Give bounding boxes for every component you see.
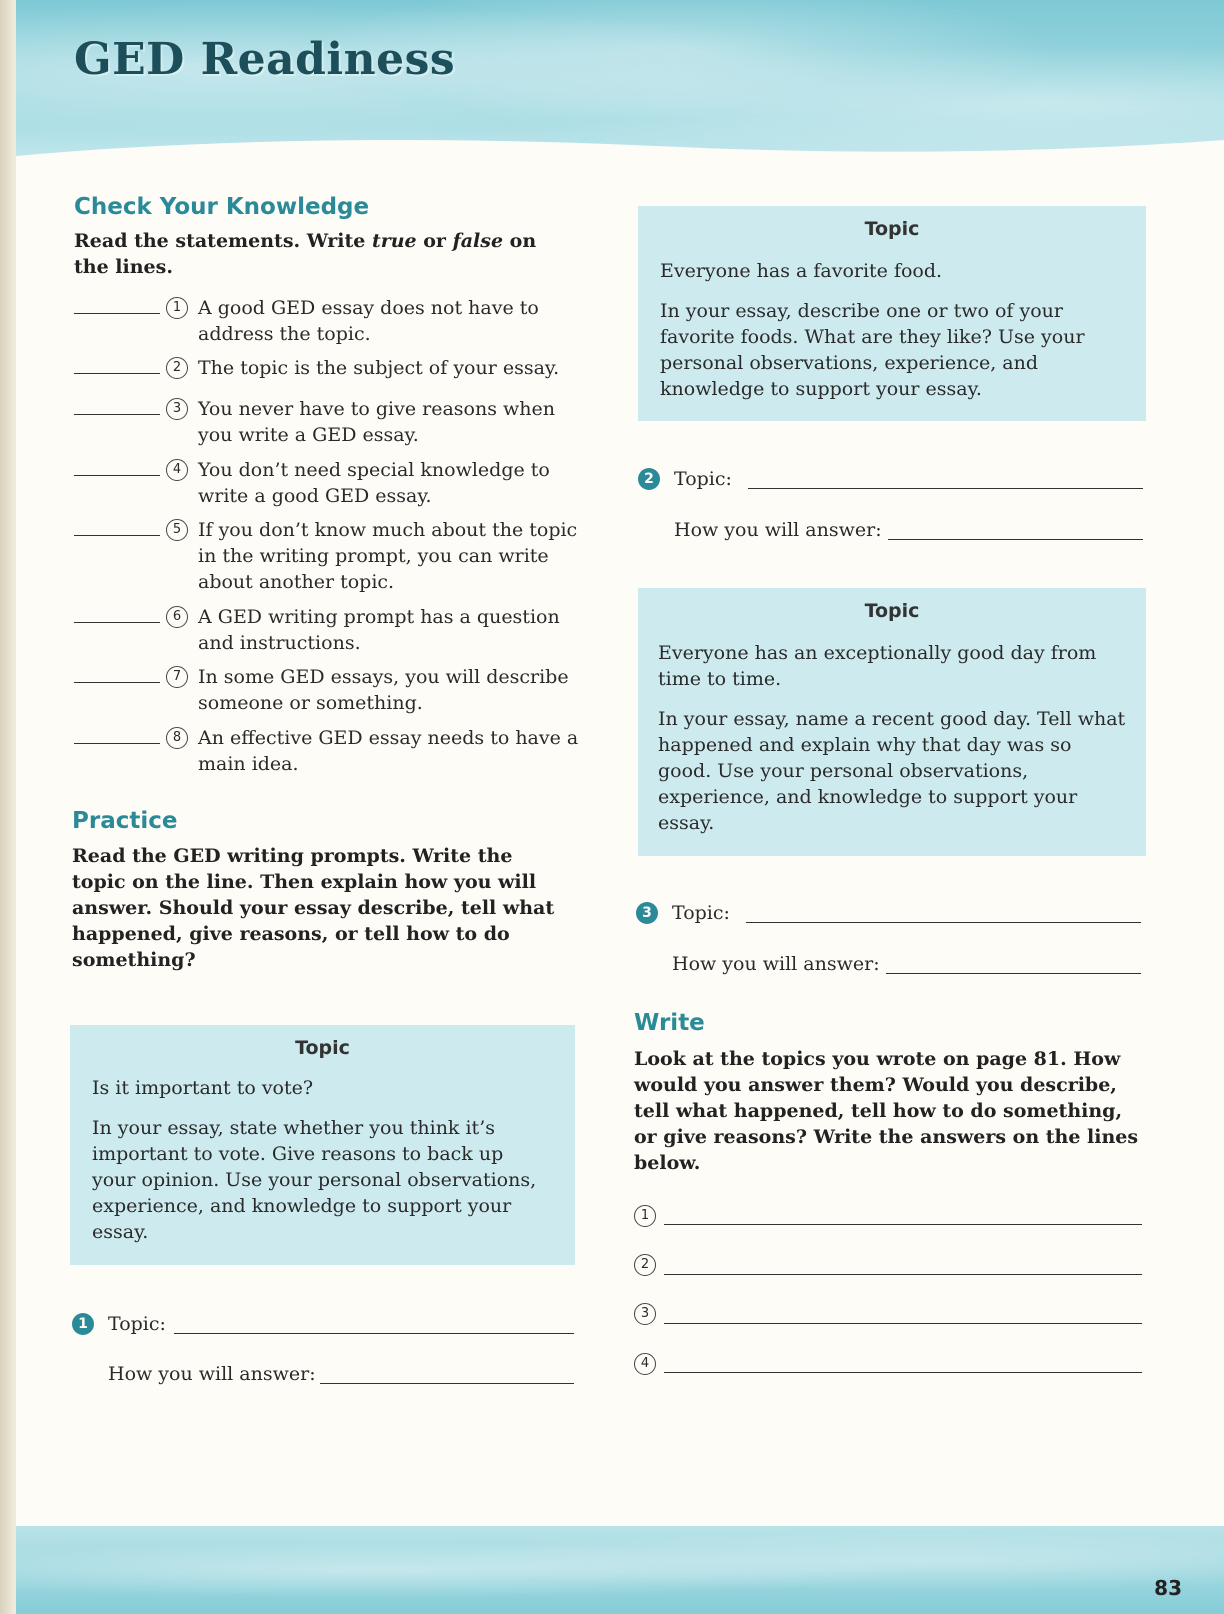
topic-line-2[interactable]: [748, 488, 1143, 489]
prompt-number-3: 3: [636, 902, 658, 924]
topic-box-title: Topic: [864, 218, 920, 240]
statement-number: 1: [166, 297, 188, 319]
practice-heading: Practice: [72, 808, 178, 834]
header-banner: [16, 0, 1224, 172]
prompt-number-1: 1: [72, 1313, 94, 1335]
topic-instructions: In your essay, state whether you think it’s important to vote. Give reasons to back up your opinion. Use your personal observations, experience, and knowledge to support your essay.: [92, 1117, 537, 1243]
topic-label-2: Topic:: [674, 468, 732, 490]
answer-label-2: How you will answer:: [674, 519, 882, 541]
write-line-2[interactable]: [664, 1274, 1142, 1275]
topic-line-3[interactable]: [746, 922, 1141, 923]
statement-number: 7: [166, 666, 188, 688]
topic-label-3: Topic:: [672, 902, 730, 924]
answer-label-1: How you will answer:: [108, 1363, 316, 1385]
statement-text: A good GED essay does not have to address the topic.: [198, 297, 539, 345]
answer-line-1[interactable]: [320, 1383, 574, 1384]
write-line-3[interactable]: [664, 1323, 1142, 1324]
write-instruction: Look at the topics you wrote on page 81. How would you answer them? Would you describe, tell what happened, tell how to do something, or give reasons? Write the answers on the lines below.: [634, 1048, 1139, 1174]
footer-band: [16, 1526, 1224, 1614]
banner-wave: [16, 134, 1224, 174]
topic-instructions: In your essay, name a recent good day. Tell what happened and explain why that day was so good. Use your personal observations, experience, and knowledge to support your essay.: [658, 708, 1126, 834]
answer-blank-4[interactable]: [74, 475, 160, 476]
topic-instructions: In your essay, describe one or two of your favorite foods. What are they like? Use your personal observations, experience, and knowledge to support your essay.: [660, 300, 1085, 400]
write-number-2: 2: [634, 1254, 656, 1276]
answer-blank-2[interactable]: [74, 373, 160, 374]
topic-box-title: Topic: [864, 600, 920, 622]
statement-number: 2: [166, 357, 188, 379]
topic-box-1: [70, 1025, 575, 1265]
write-heading: Write: [634, 1010, 705, 1036]
practice-instruction: Read the GED writing prompts. Write the topic on the line. Then explain how you will answer. Should your essay describe, tell what happened, give reasons, or tell how to do something?: [72, 845, 555, 971]
page-number: 83: [1154, 1576, 1182, 1600]
statement-text: If you don’t know much about the topic in the writing prompt, you can write about another topic.: [198, 519, 578, 593]
answer-blank-7[interactable]: [74, 682, 160, 683]
statement-number: 4: [166, 459, 188, 481]
answer-blank-5[interactable]: [74, 535, 160, 536]
prompt-number-2: 2: [638, 468, 660, 490]
statement-number: 3: [166, 398, 188, 420]
answer-blank-1[interactable]: [74, 313, 160, 314]
check-knowledge-heading: Check Your Knowledge: [74, 194, 370, 220]
statement-text: You never have to give reasons when you write a GED essay.: [198, 398, 555, 446]
statement-number: 6: [166, 606, 188, 628]
write-line-4[interactable]: [664, 1372, 1142, 1373]
write-number-1: 1: [634, 1205, 656, 1227]
statement-number: 8: [166, 727, 188, 749]
write-line-1[interactable]: [664, 1224, 1142, 1225]
statement-text: An effective GED essay needs to have a main idea.: [198, 727, 579, 775]
write-number-3: 3: [634, 1303, 656, 1325]
answer-line-2[interactable]: [888, 539, 1143, 540]
statement-text: In some GED essays, you will describe someone or something.: [198, 666, 569, 714]
statement-number: 5: [166, 519, 188, 541]
topic-question: Everyone has an exceptionally good day from time to time.: [658, 642, 1097, 690]
statement-text: A GED writing prompt has a question and instructions.: [198, 606, 560, 654]
topic-label-1: Topic:: [108, 1313, 166, 1335]
topic-question: Is it important to vote?: [92, 1077, 314, 1099]
check-instruction: Read the statements. Write true or false on the lines.: [74, 230, 537, 278]
write-number-4: 4: [634, 1353, 656, 1375]
topic-box-2: [638, 206, 1146, 421]
topic-box-title: Topic: [295, 1037, 350, 1059]
statement-text: You don’t need special knowledge to write a good GED essay.: [198, 459, 550, 507]
answer-blank-6[interactable]: [74, 622, 160, 623]
answer-line-3[interactable]: [886, 973, 1141, 974]
workbook-page: [16, 0, 1224, 1614]
topic-box-3: [638, 588, 1146, 856]
page-title: GED Readiness: [74, 34, 456, 85]
answer-blank-8[interactable]: [74, 743, 160, 744]
answer-blank-3[interactable]: [74, 414, 160, 415]
topic-question: Everyone has a favorite food.: [660, 260, 943, 282]
statement-text: The topic is the subject of your essay.: [198, 357, 560, 379]
answer-label-3: How you will answer:: [672, 953, 880, 975]
topic-line-1[interactable]: [174, 1333, 574, 1334]
